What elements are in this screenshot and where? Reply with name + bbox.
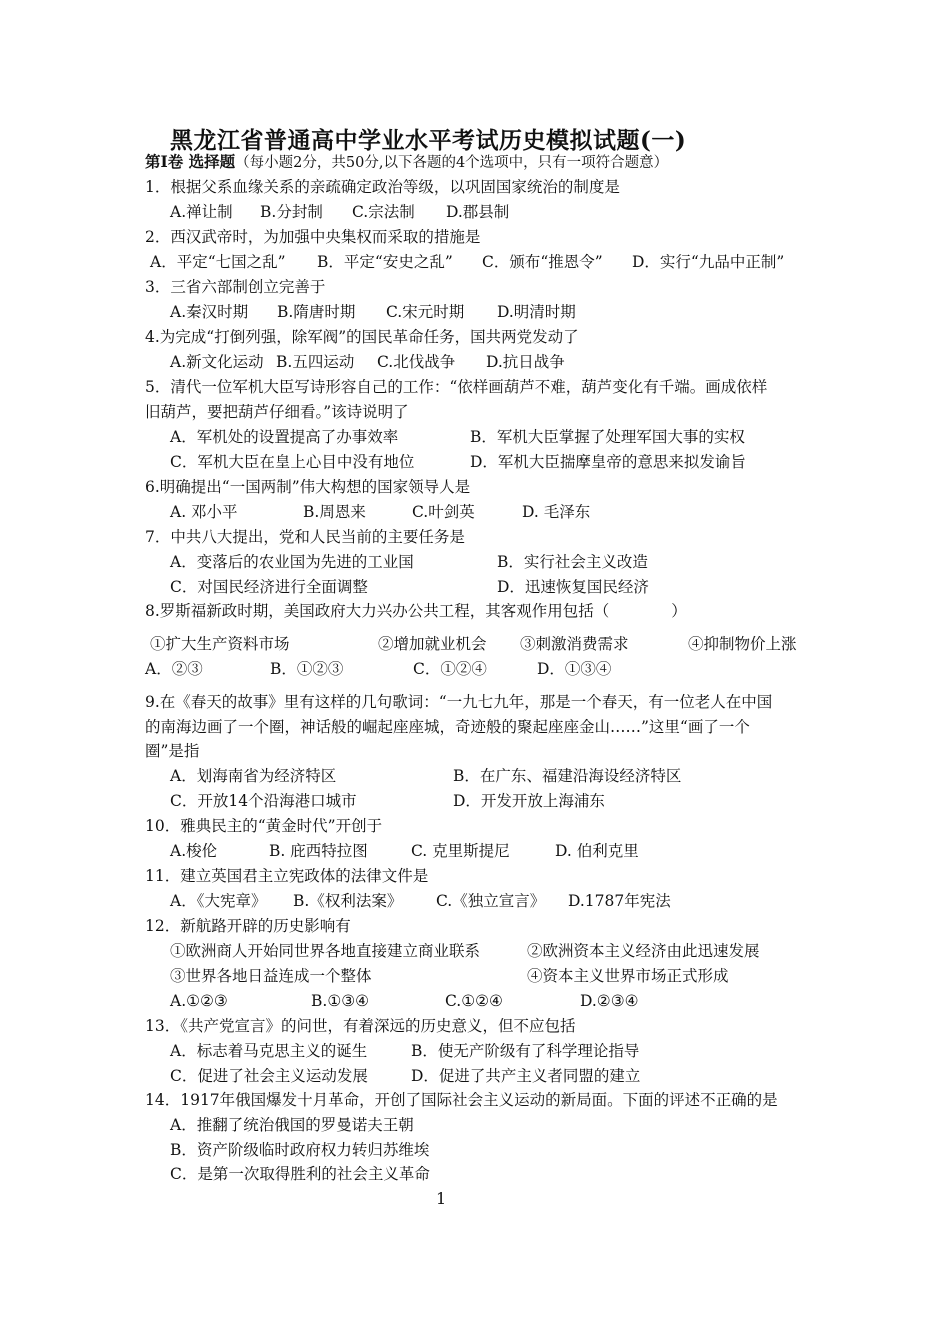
q8-option-b: B．①②③ [270,660,344,678]
q4-option-d: D.抗日战争 [486,353,565,371]
q2-option-b: B．平定“安史之乱” [317,253,453,271]
q8-item-3: ③刺激消费需求 [520,635,629,653]
q8-option-c: C．①②④ [413,660,487,678]
q2-option-a: A．平定“七国之乱” [150,253,286,271]
q5-option-a: A．军机处的设置提高了办事效率 [170,428,399,446]
q11-option-d: D.1787年宪法 [568,892,671,910]
question-9-stem-line-2: 的南海边画了一个圈，神话般的崛起座座城，奇迹般的聚起座座金山……”这里“画了一个 [145,718,750,736]
q3-option-d: D.明清时期 [497,303,576,321]
q8-option-d: D．①③④ [537,660,612,678]
exam-title: 黑龙江省普通高中学业水平考试历史模拟试题(一) [170,127,687,154]
q5-option-d: D．军机大臣揣摩皇帝的意思来拟发谕旨 [470,453,746,471]
q1-option-d: D.郡县制 [446,203,510,221]
q12-option-a: A.①②③ [170,992,228,1010]
q12-option-b: B.①③④ [311,992,370,1010]
q3-option-b: B.隋唐时期 [277,303,356,321]
question-9-stem-line-3: 圈”是指 [145,742,200,760]
q6-option-c: C.叶剑英 [412,503,475,521]
q12-item-3: ③世界各地日益连成一个整体 [170,967,372,985]
q8-item-4: ④抑制物价上涨 [688,635,797,653]
q13-option-d: D．促进了共产主义者同盟的建立 [411,1067,641,1085]
q4-option-b: B.五四运动 [276,353,355,371]
question-8-stem: 8.罗斯福新政时期，美国政府大力兴办公共工程，其客观作用包括（ ） [145,602,687,620]
question-2-stem: 2．西汉武帝时，为加强中央集权而采取的措施是 [145,228,481,246]
q5-option-b: B．军机大臣掌握了处理军国大事的实权 [470,428,745,446]
q10-option-a: A.梭伦 [170,842,218,860]
q13-option-b: B．使无产阶级有了科学理论指导 [411,1042,640,1060]
question-4-stem: 4.为完成“打倒列强，除军阀”的国民革命任务，国共两党发动了 [145,328,579,346]
q14-option-a: A．推翻了统治俄国的罗曼诺夫王朝 [170,1116,414,1134]
q1-option-b: B.分封制 [260,203,323,221]
question-5-stem-line-1: 5．清代一位军机大臣写诗形容自己的工作：“依样画葫芦不难，葫芦变化有千端。画成依样 [145,378,768,396]
question-3-stem: 3．三省六部制创立完善于 [145,278,326,296]
question-13-stem: 13．《共产党宣言》的问世，有着深远的历史意义，但不应包括 [145,1017,576,1035]
q11-option-c: C.《独立宣言》 [436,892,546,910]
q11-option-a: A．《大宪章》 [170,892,267,910]
q10-option-c: C. 克里斯提尼 [411,842,510,860]
q12-item-4: ④资本主义世界市场正式形成 [527,967,729,985]
question-5-stem-line-2: 旧葫芦，要把葫芦仔细看。”该诗说明了 [145,403,409,421]
q7-option-b: B．实行社会主义改造 [497,553,648,571]
section-label: 第Ⅰ卷 选择题 [145,152,236,171]
q13-option-a: A．标志着马克思主义的诞生 [170,1042,368,1060]
question-14-stem: 14．1917年俄国爆发十月革命，开创了国际社会主义运动的新局面。下面的评述不正确的是 [145,1091,778,1109]
q5-option-c: C．军机大臣在皇上心目中没有地位 [170,453,415,471]
q7-option-a: A．变落后的农业国为先进的工业国 [170,553,414,571]
q3-option-c: C.宋元时期 [386,303,465,321]
q8-option-a: A．②③ [145,660,203,678]
q10-option-d: D. 伯利克里 [555,842,639,860]
q9-option-a: A．划海南省为经济特区 [170,767,337,785]
q2-option-c: C．颁布“推恩令” [482,253,603,271]
question-7-stem: 7．中共八大提出，党和人民当前的主要任务是 [145,528,465,546]
q4-option-a: A.新文化运动 [170,353,264,371]
q12-item-1: ①欧洲商人开始同世界各地直接建立商业联系 [170,942,481,960]
q6-option-b: B.周恩来 [303,503,366,521]
question-1-stem: 1．根据父系血缘关系的亲疏确定政治等级，以巩固国家统治的制度是 [145,178,620,196]
q8-item-2: ②增加就业机会 [378,635,487,653]
q9-option-d: D．开发开放上海浦东 [453,792,605,810]
q6-option-d: D. 毛泽东 [522,503,591,521]
q12-option-d: D.②③④ [580,992,639,1010]
q12-item-2: ②欧洲资本主义经济由此迅速发展 [527,942,760,960]
question-12-stem: 12．新航路开辟的历史影响有 [145,917,351,935]
q1-option-a: A.禅让制 [170,203,233,221]
q7-option-d: D．迅速恢复国民经济 [497,578,649,596]
q12-option-c: C.①②④ [445,992,503,1010]
question-10-stem: 10．雅典民主的“黄金时代”开创于 [145,817,383,835]
section-note: （每小题2分，共50分,以下各题的4个选项中，只有一项符合题意） [235,155,669,171]
q3-option-a: A.秦汉时期 [170,303,249,321]
q9-option-c: C．开放14个沿海港口城市 [170,792,357,810]
question-6-stem: 6.明确提出“一国两制”伟大构想的国家领导人是 [145,478,471,496]
q4-option-c: C.北伐战争 [377,353,456,371]
question-9-stem-line-1: 9.在《春天的故事》里有这样的几句歌词：“一九七九年，那是一个春天，有一位老人在中国 [145,693,773,711]
section-header [145,152,668,173]
q2-option-d: D．实行“九品中正制” [632,253,785,271]
q9-option-b: B．在广东、福建沿海设经济特区 [453,767,682,785]
q10-option-b: B. 庇西特拉图 [269,842,368,860]
q11-option-b: B.《权利法案》 [293,892,403,910]
q14-option-c: C．是第一次取得胜利的社会主义革命 [170,1165,430,1183]
question-11-stem: 11．建立英国君主立宪政体的法律文件是 [145,867,429,885]
q14-option-b: B．资产阶级临时政府权力转归苏维埃 [170,1141,430,1159]
page-number: 1 [436,1189,447,1208]
q8-item-1: ①扩大生产资料市场 [150,635,290,653]
q13-option-c: C．促进了社会主义运动发展 [170,1067,368,1085]
q7-option-c: C．对国民经济进行全面调整 [170,578,368,596]
q6-option-a: A. 邓小平 [170,503,238,521]
q1-option-c: C.宗法制 [352,203,415,221]
